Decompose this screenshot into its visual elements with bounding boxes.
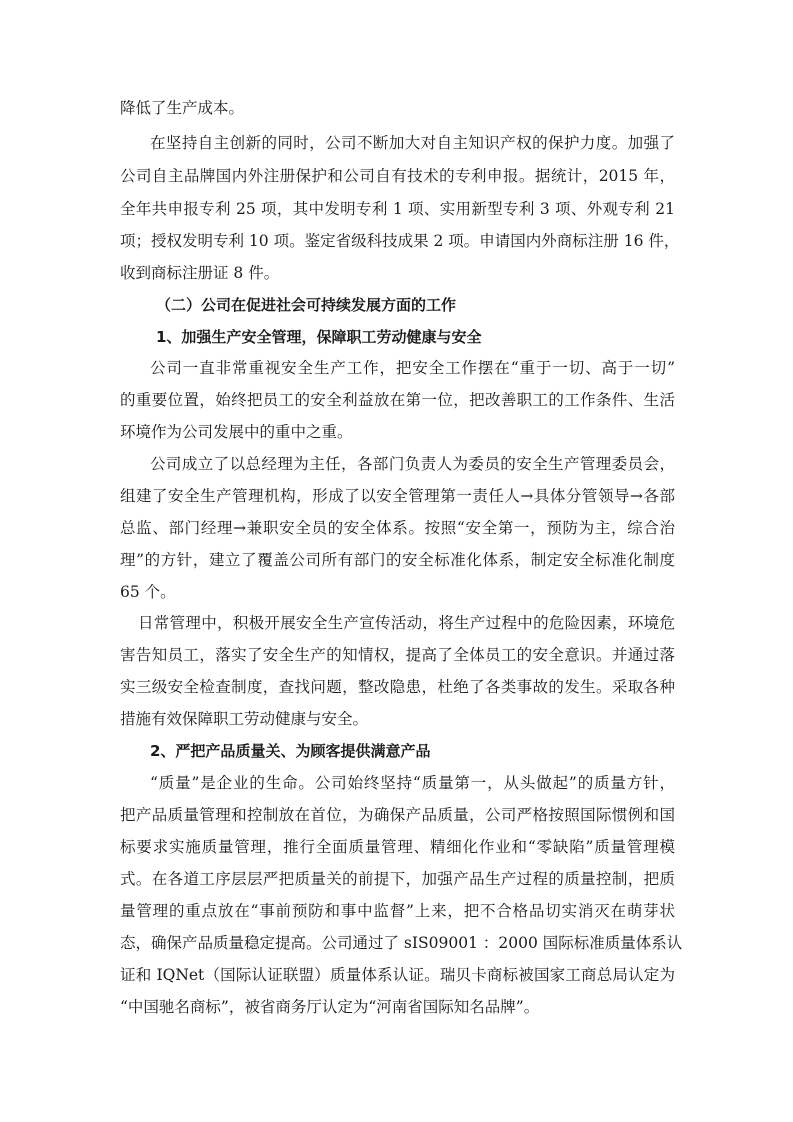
body-text-line: 收到商标注册证 8 件。: [120, 264, 280, 282]
body-text-line: 的重要位置，始终把员工的安全利益放在第一位，把改善职工的工作条件、生活: [120, 391, 675, 409]
body-text-line: 式。在各道工序层层严把质量关的前提下，加强产品生产过程的质量控制，把质: [120, 870, 675, 888]
body-text-line: 在坚持自主创新的同时，公司不断加大对自主知识产权的保护力度。加强了: [150, 134, 675, 152]
body-text-line: “质量”是企业的生命。公司始终坚持“质量第一，从头做起”的质量方针，: [150, 774, 675, 792]
body-text-line: 65 个。: [120, 583, 176, 601]
body-text-line: 害告知员工，落实了安全生产的知情权，提高了全体员工的安全意识。并通过落: [120, 646, 675, 664]
body-text-line: 项；授权发明专利 10 项。鉴定省级科技成果 2 项。申请国内外商标注册 16 件，: [120, 232, 680, 250]
body-text-line: 公司一直非常重视安全生产工作，把安全工作摆在“重于一切、高于一切”: [150, 359, 675, 377]
body-text-line: 日常管理中，积极开展安全生产宣传活动，将生产过程中的危险因素，环境危: [138, 614, 675, 632]
subsection-heading: 2、严把产品质量关、为顾客提供满意产品: [150, 742, 431, 760]
body-text-line: 降低了生产成本。: [120, 99, 245, 117]
body-text-line: 证和 IQNet（国际认证联盟）质量体系认证。瑞贝卡商标被国家工商总局认定为: [120, 966, 675, 984]
body-text-line: “中国驰名商标”，被省商务厅认定为“河南省国际知名品牌”。: [120, 998, 540, 1016]
body-text-line: 总监、部门经理→兼职安全员的安全体系。按照“安全第一，预防为主，综合治: [120, 519, 675, 537]
body-text-line: 理”的方针，建立了覆盖公司所有部门的安全标准化体系，制定安全标准化制度: [120, 551, 675, 569]
body-text-line: 措施有效保障职工劳动健康与安全。: [120, 710, 369, 728]
section-heading: （二）公司在促进社会可持续发展方面的工作: [156, 296, 457, 314]
body-text-line: 量管理的重点放在“事前预防和事中监督”上来，把不合格品切实消灭在萌芽状: [120, 902, 675, 920]
body-text-line: 态，确保产品质量稳定提高。公司通过了 sIS09001 ：2000 国际标准质量体系认: [120, 934, 683, 952]
body-text-line: 环境作为公司发展中的重中之重。: [120, 423, 353, 441]
body-text-line: 标要求实施质量管理，推行全面质量管理、精细化作业和“零缺陷”质量管理模: [120, 838, 675, 856]
body-text-line: 公司自主品牌国内外注册保护和公司自有技术的专利申报。据统计，2015 年，: [120, 167, 675, 185]
body-text-line: 把产品质量管理和控制放在首位，为确保产品质量，公司严格按照国际惯例和国: [120, 806, 675, 824]
body-text-line: 全年共申报专利 25 项，其中发明专利 1 项、实用新型专利 3 项、外观专利 21: [120, 200, 675, 218]
body-text-line: 公司成立了以总经理为主任，各部门负责人为委员的安全生产管理委员会，: [150, 455, 675, 473]
body-text-line: 实三级安全检查制度，查找问题，整改隐患，杜绝了各类事故的发生。采取各种: [120, 678, 675, 696]
body-text-line: 组建了安全生产管理机构，形成了以安全管理第一责任人→具体分管领导→各部: [120, 487, 675, 505]
subsection-heading: 1、加强生产安全管理，保障职工劳动健康与安全: [156, 328, 482, 346]
